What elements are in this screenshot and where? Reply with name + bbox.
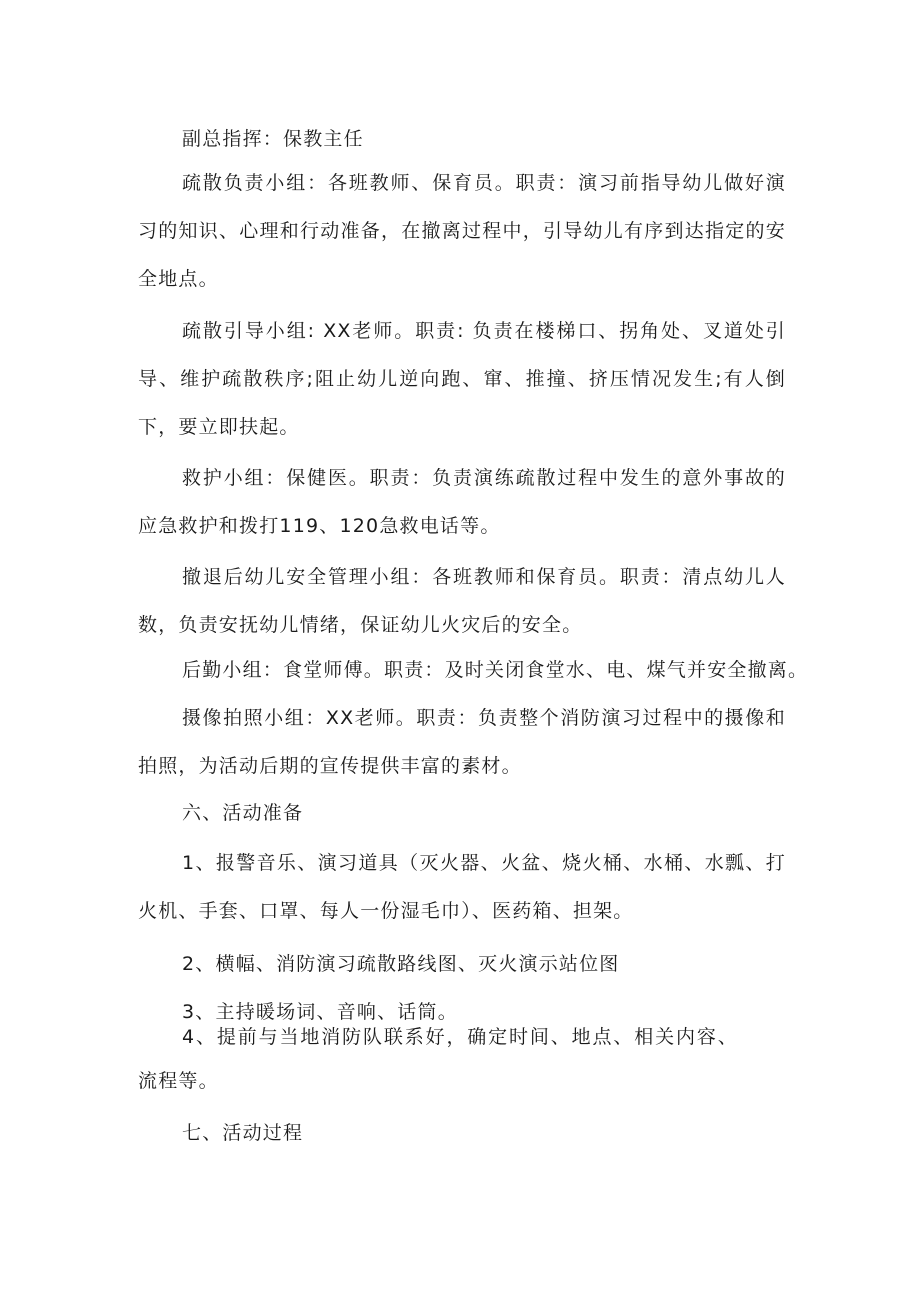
section-six-heading: 六、活动准备 [182, 802, 304, 824]
prep-item-4: 4、提前与当地消防队联系好，确定时间、地点、相关内容、流程等。 [138, 1026, 738, 1092]
rescue-paragraph: 救护小组：保健医。职责：负责演练疏散过程中发生的意外事故的应急救护和拨打119、120急救电话等。 [138, 467, 786, 537]
prep-item-1: 1、报警音乐、演习道具（灭火器、火盆、烧火桶、水桶、水瓢、打火机、手套、口罩、每人一份湿毛巾）、医药箱、担架。 [138, 852, 786, 922]
post-evacuation-paragraph: 撤退后幼儿安全管理小组：各班教师和保育员。职责：清点幼儿人数，负责安抚幼儿情绪，保证幼儿火灾后的安全。 [138, 566, 786, 636]
evacuation-guide-paragraph: 疏散引导小组: XX老师。职责: 负责在楼梯口、拐角处、叉道处引导、维护疏散秩序;阻止幼儿逆向跑、窜、推撞、挤压情况发生;有人倒下，要立即扶起。 [138, 320, 786, 438]
evacuation-lead-paragraph: 疏散负责小组：各班教师、保育员。职责：演习前指导幼儿做好演习的知识、心理和行动准备，在撤离过程中，引导幼儿有序到达指定的安全地点。 [138, 172, 786, 290]
prep-item-2: 2、横幅、消防演习疏散路线图、灭火演示站位图 [182, 953, 620, 975]
section-seven-heading: 七、活动过程 [182, 1122, 304, 1144]
photography-paragraph: 摄像拍照小组：XX老师。职责：负责整个消防演习过程中的摄像和拍照，为活动后期的宣传提供丰富的素材。 [138, 707, 786, 777]
prep-item-3: 3、主持暖场词、音响、话筒。 [182, 1001, 458, 1023]
vice-commander-line: 副总指挥：保教主任 [182, 128, 364, 150]
logistics-line: 后勤小组：食堂师傅。职责：及时关闭食堂水、电、煤气并安全撤离。 [182, 659, 809, 681]
